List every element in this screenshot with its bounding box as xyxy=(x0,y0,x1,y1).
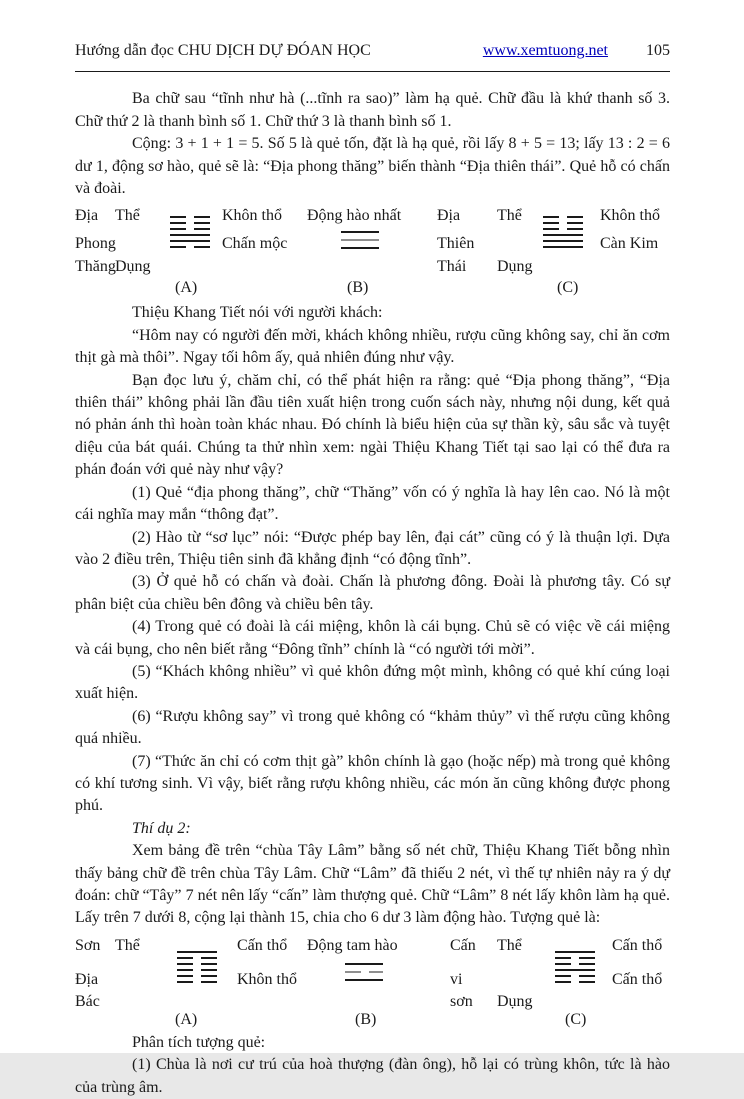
role-label-the: Thể xyxy=(497,207,522,225)
diagram-caption: (A) xyxy=(175,1010,198,1028)
trigram-label: Khôn thổ xyxy=(222,207,282,225)
moving-line-trigram xyxy=(345,963,383,987)
hexagram-can-vi-son xyxy=(555,951,595,987)
hexagram-name-word: Thiên xyxy=(437,235,475,253)
website-link[interactable]: www.xemtuong.net xyxy=(482,42,608,59)
paragraph: (6) “Rượu không say” vì trong quẻ không có “khảm thủy” vì thế rượu cũng không quá nhiều. xyxy=(75,707,670,748)
paragraph: (2) Hào từ “sơ lục” nói: “Được phép bay lên, đại cát” cũng có ý là thuận lợi. Dựa vào 2 điều trên, Thiệu tiên sinh đã khẳng định “có động tĩnh”. xyxy=(75,528,670,568)
example-heading: Thí dụ 2: xyxy=(132,819,191,837)
hexagram-dia-thien-thai xyxy=(543,216,583,252)
paragraph: Phân tích tượng quẻ: xyxy=(132,1033,266,1051)
diagram-caption: (C) xyxy=(557,279,579,297)
hexagram-name-word: vi xyxy=(450,970,463,988)
paragraph: (4) Trong quẻ có đoài là cái miệng, khôn là cái bụng. Chủ sẽ có việc về cái miệng và cái bụng, cho nên biết rằng “Đông tĩnh” chính là “có người tới mời”. xyxy=(75,618,670,658)
diagram-caption: (A) xyxy=(175,279,198,297)
paragraph: Ba chữ sau “tĩnh như hà (...tĩnh ra sao)” làm hạ quẻ. Chữ đầu là khứ thanh số 3. Chữ thứ 2 là thanh bình số 1. Chữ thứ 3 là thanh bình số 1. xyxy=(75,90,670,130)
diagram-caption: (B) xyxy=(347,279,369,297)
role-label-the: Thể xyxy=(115,207,140,225)
moving-line-trigram xyxy=(341,231,379,255)
hexagram-name-word: Địa xyxy=(437,207,461,225)
paragraph: (1) Chùa là nơi cư trú của hoà thượng (đàn ông), hỗ lại có trùng khôn, tức là hào của trùng âm. xyxy=(75,1056,670,1096)
trigram-label: Chấn mộc xyxy=(222,235,288,253)
hexagram-name-word: Thăng xyxy=(75,258,116,276)
paragraph: Thiệu Khang Tiết nói với người khách: xyxy=(132,304,383,322)
paragraph: Cộng: 3 + 1 + 1 = 5. Số 5 là quẻ tốn, đặt là hạ quẻ, rồi lấy 8 + 5 = 13; lấy 13 : 2 = 6 dư 1, động sơ hào, quẻ sẽ là: “Địa phong thăng” biến thành “Địa thiên thái”. Quẻ hỗ có chấn và đoài. xyxy=(75,135,670,198)
paragraph: Bạn đọc lưu ý, chăm chỉ, có thể phát hiện ra rằng: quẻ “Địa phong thăng”, “Địa thiên thái” không phải lần đầu tiên xuất hiện trong cuốn sách này, nhưng nội dung, kết quả nó phản ánh thì hoàn toàn khác nhau. Đó chính là biểu hiện của sự thần kỳ, sâu sắc và tuyệt diệu của bát quái. Chúng ta thử nhìn xem: ngài Thiệu Khang Tiết tại sao lại có thể đưa ra phán đoán với quẻ này như vậy? xyxy=(75,371,670,479)
trigram-label: Khôn thổ xyxy=(600,207,660,225)
document-title: Hướng dẫn đọc CHU DỊCH DỰ ĐÓAN HỌC xyxy=(75,42,371,59)
paragraph: “Hôm nay có người đến mời, khách không nhiều, rượu cũng không say, chỉ ăn cơm thịt gà mà thôi”. Ngay tối hôm ấy, quả nhiên đúng như vậy. xyxy=(75,326,670,367)
role-label-the: Thể xyxy=(115,936,140,954)
moving-line-label: Động hào nhất xyxy=(307,207,402,225)
hexagram-name-word: Địa xyxy=(75,207,99,225)
hexagram-name-word: Cấn xyxy=(450,936,476,954)
paragraph: (5) “Khách không nhiều” vì quẻ khôn đứng một mình, không có quẻ khí cúng loại xuất hiện. xyxy=(75,662,670,703)
hexagram-name-word: Bác xyxy=(75,992,100,1010)
diagram-caption: (C) xyxy=(565,1010,587,1028)
paragraph: Xem bảng đề trên “chùa Tây Lâm” bằng số nét chữ, Thiệu Khang Tiết bỗng nhìn thấy bảng chữ đề trên chùa Tây Lâm. Chữ “Lâm” đã thiếu 2 nét, vì thế tự nhiên nảy ra ý dự đoán: chữ “Tây” 7 nét nên lấy “cấn” làm thượng quẻ. Chữ “Lâm” 8 nét lấy khôn làm hạ quẻ. Lấy trên 7 dưới 8, cộng lại thành 15, chia cho 6 dư 3 làm động hào. Tượng quẻ là: xyxy=(75,842,670,927)
trigram-label: Khôn thổ xyxy=(237,970,297,988)
trigram-label: Cấn thổ xyxy=(612,936,663,954)
role-label-the: Thể xyxy=(497,936,522,954)
role-label-dung: Dụng xyxy=(115,258,151,276)
trigram-label: Cấn thổ xyxy=(612,970,663,988)
paragraph: (3) Ở quẻ hỗ có chấn và đoài. Chấn là phương đông. Đoài là phương tây. Có sự phân biệt của chiều bên đông và chiều bên tây. xyxy=(75,573,670,613)
hexagram-dia-phong-thang xyxy=(170,216,210,252)
paragraph: (7) “Thức ăn chỉ có cơm thịt gà” khôn chính là gạo (hoặc nếp) mà trong quẻ không có khí tương sinh. Vì vậy, biết rằng rượu không nhiều, các món ăn cũng không được phong phú. xyxy=(75,752,670,815)
role-label-dung: Dụng xyxy=(497,258,533,276)
hexagram-name-word: Phong xyxy=(75,235,116,253)
moving-line-label: Động tam hào xyxy=(307,936,398,954)
page-number: 105 xyxy=(646,42,670,59)
trigram-label: Cấn thổ xyxy=(237,936,288,954)
hexagram-diagram-2 xyxy=(75,933,670,1030)
role-label-dung: Dụng xyxy=(497,992,533,1010)
hexagram-name-word: Sơn xyxy=(75,936,101,954)
paragraph: (1) Quẻ “địa phong thăng”, chữ “Thăng” vốn có ý nghĩa là hay lên cao. Nó là một cái nghĩa may mắn “thông đạt”. xyxy=(75,483,670,524)
hexagram-name-word: Địa xyxy=(75,970,99,988)
hexagram-diagram-1 xyxy=(75,203,670,300)
hexagram-son-dia-bac xyxy=(177,951,217,987)
page-header xyxy=(75,40,670,72)
diagram-caption: (B) xyxy=(355,1010,377,1028)
hexagram-name-word: sơn xyxy=(450,992,473,1010)
hexagram-name-word: Thái xyxy=(437,258,467,276)
trigram-label: Càn Kim xyxy=(600,235,659,253)
